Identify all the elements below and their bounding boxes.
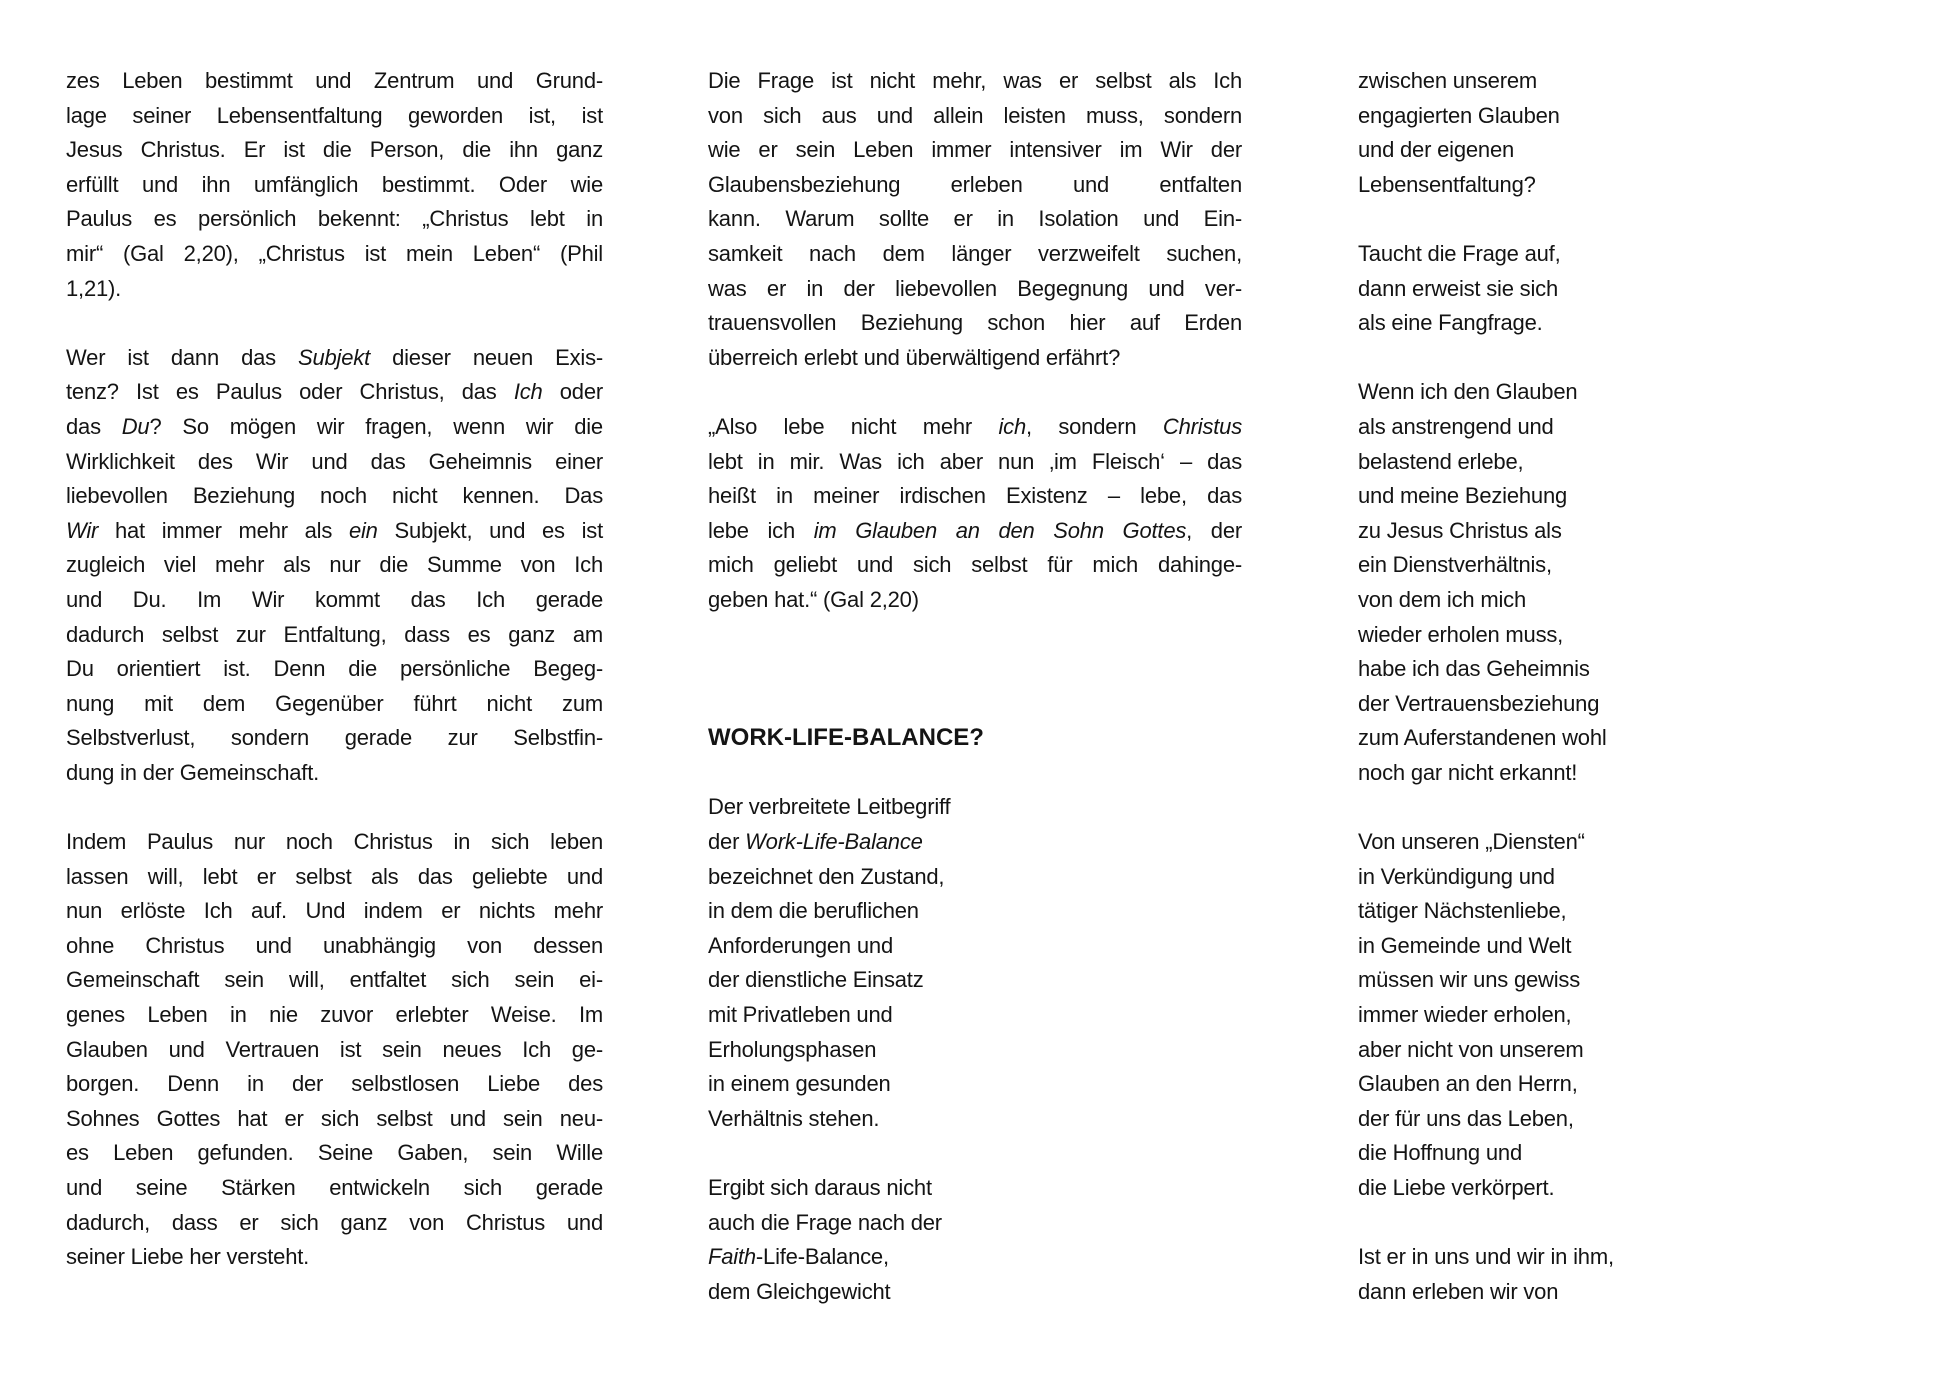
text-line: heißt in meiner irdischen Existenz – lebe, das [708,483,1242,509]
text-line: Sohnes Gottes hat er sich selbst und sein neu- [66,1105,603,1131]
text-line: von sich aus und allein leisten muss, sondern [708,102,1242,128]
text-line: zugleich viel mehr als nur die Summe von Ich [66,552,603,578]
text-segment: lebe ich [708,517,814,543]
emphasized-text: ich [998,413,1026,439]
emphasized-text: ein [348,517,378,543]
text-line: was er in der liebevollen Begegnung und ver- [708,275,1242,301]
text-column-1 [66,64,603,1275]
paragraph [1358,1240,1918,1309]
text-line: die Hoffnung und [1358,1140,1522,1166]
text-line: wie er sein Leben immer intensiver im Wir der [708,137,1242,163]
text-line: und meine Beziehung [1358,483,1568,509]
text-line: es Leben gefunden. Seine Gaben, sein Wille [66,1140,603,1166]
text-line: müssen wir uns gewiss [1358,967,1580,993]
text-line: erfüllt und ihn umfänglich bestimmt. Oder wie [66,171,603,197]
text-line [66,341,603,376]
text-line: zes Leben bestimmt und Zentrum und Grund- [66,68,603,93]
text-line: in einem gesunden [708,1071,891,1097]
emphasized-text: Work-Life-Balance [745,829,923,855]
text-line: lassen will, lebt er selbst als das geliebte und [66,863,603,889]
text-line: in Gemeinde und Welt [1358,932,1572,958]
emphasized-text: Du [121,413,150,439]
emphasized-text: Wir [66,517,99,543]
text-line: Glauben und Vertrauen ist sein neues Ich ge- [66,1036,603,1062]
text-line: tätiger Nächstenliebe, [1358,898,1567,924]
text-line: Glauben an den Herrn, [1358,1071,1578,1097]
text-line: Ergibt sich daraus nicht [708,1175,932,1201]
text-line: Wenn ich den Glauben [1358,379,1578,405]
text-line: Verhältnis stehen. [708,1105,880,1131]
text-line: Ist er in uns und wir in ihm, [1358,1244,1614,1270]
text-line: wieder erholen muss, [1358,621,1564,647]
text-line: aber nicht von unserem [1358,1036,1584,1062]
text-line: geben hat.“ (Gal 2,20) [708,586,919,612]
text-line: Wirklichkeit des Wir und das Geheimnis einer [66,448,603,474]
text-line: noch gar nicht erkannt! [1358,759,1578,785]
text-line: borgen. Denn in der selbstlosen Liebe des [66,1071,603,1097]
text-line: Glaubensbeziehung erleben und entfalten [708,171,1242,197]
text-line: mir“ (Gal 2,20), „Christus ist mein Leben“ (Phil [66,240,603,266]
text-line: ein Dienstverhältnis, [1358,552,1552,578]
text-segment: Wer ist dann das [66,344,299,370]
text-line: ohne Christus und unabhängig von dessen [66,932,603,958]
text-line: nung mit dem Gegenüber führt nicht zum [66,690,603,716]
text-line: Jesus Christus. Er ist die Person, die ihn ganz [66,137,603,163]
text-line: Gemeinschaft sein will, entfaltet sich sein ei- [66,967,603,993]
heading-line: WORK-LIFE-BALANCE? [708,724,984,752]
paragraph [1358,375,1918,790]
text-line: trauensvollen Beziehung schon hier auf Erden [708,310,1242,336]
text-line: von dem ich mich [1358,586,1526,612]
text-segment: dieser neuen Exis- [370,344,603,370]
text-line [66,410,603,445]
paragraph [708,64,1242,375]
text-segment: Subjekt, und es ist [377,517,603,543]
text-segment: ? So mögen wir fragen, wenn wir die [149,413,603,439]
text-line: belastend erlebe, [1358,448,1524,474]
text-segment: -Life-Balance, [755,1244,889,1270]
text-line: die Liebe verkörpert. [1358,1175,1555,1200]
paragraph [1358,64,1918,202]
text-line: als eine Fangfrage. [1358,310,1543,336]
text-line: auch die Frage nach der [708,1209,942,1235]
text-line: immer wieder erholen, [1358,1002,1572,1028]
text-line: Der verbreitete Leitbegriff [708,794,951,820]
text-line: Indem Paulus nur noch Christus in sich leben [66,829,603,855]
text-line: Selbstverlust, sondern gerade zur Selbstfin- [66,725,603,751]
text-line: Taucht die Frage auf, [1358,240,1561,266]
text-line: kann. Warum sollte er in Isolation und Ein- [708,206,1242,232]
paragraph [1358,825,1918,1206]
text-line: dung in der Gemeinschaft. [66,759,320,785]
section-heading [708,721,1242,756]
text-line: habe ich das Geheimnis [1358,656,1590,682]
text-line: in Verkündigung und [1358,863,1555,889]
text-line: dadurch, dass er sich ganz von Christus und [66,1209,603,1235]
text-line [708,514,1242,549]
text-line: Anforderungen und [708,932,893,958]
text-line: zum Auferstandenen wohl [1358,725,1607,751]
paragraph [66,64,603,306]
text-line: Erholungsphasen [708,1036,877,1062]
emphasized-text: im Glauben an den Sohn Gottes [813,517,1187,543]
text-line: seiner Liebe her versteht. [66,1244,310,1270]
emphasized-text: Christus [1162,413,1242,439]
text-segment: , sondern [1026,413,1163,439]
text-line: der für uns das Leben, [1358,1105,1574,1131]
text-line: mit Privatleben und [708,1002,893,1028]
text-line: 1,21). [66,275,122,301]
text-line: als anstrengend und [1358,413,1554,439]
text-line [708,1240,1242,1275]
text-line [708,410,1242,445]
text-line: überreich erlebt und überwältigend erfährt? [708,344,1121,370]
text-column-3 [1358,64,1918,1309]
text-line: in dem die beruflichen [708,898,919,924]
text-line: lebt in mir. Was ich aber nun ‚im Fleisch‘ – das [708,448,1242,474]
text-line: dem Gleichgewicht [708,1278,891,1304]
paragraph [708,410,1242,618]
text-line: Paulus es persönlich bekennt: „Christus lebt in [66,206,603,232]
text-line: dann erleben wir von [1358,1278,1559,1304]
text-line [66,514,603,549]
text-segment: tenz? Ist es Paulus oder Christus, das [66,379,514,405]
paragraph [1358,237,1918,341]
text-line: samkeit nach dem länger verzweifelt suchen, [708,240,1242,266]
text-line: zwischen unserem [1358,68,1537,93]
text-line: engagierten Glauben [1358,102,1560,128]
paragraph [708,790,1242,1136]
text-line: dann erweist sie sich [1358,275,1559,301]
text-segment: das [66,413,122,439]
text-line [66,375,603,410]
text-line: und Du. Im Wir kommt das Ich gerade [66,586,603,612]
text-line: lage seiner Lebensentfaltung geworden ist, ist [66,102,603,128]
paragraph [66,825,603,1275]
emphasized-text: Ich [513,379,543,405]
text-line: nun erlöste Ich auf. Und indem er nichts mehr [66,898,603,924]
text-line: liebevollen Beziehung noch nicht kennen. Das [66,483,603,509]
text-line: mich geliebt und sich selbst für mich dahinge- [708,552,1242,578]
text-line: dadurch selbst zur Entfaltung, dass es ganz am [66,621,603,647]
text-segment: der [708,829,746,855]
text-line: der Vertrauensbeziehung [1358,690,1600,716]
text-line: und der eigenen [1358,137,1515,163]
text-line: Du orientiert ist. Denn die persönliche Begeg- [66,656,603,682]
text-line: Von unseren „Diensten“ [1358,829,1585,855]
text-column-2 [708,64,1242,1309]
text-line: der dienstliche Einsatz [708,967,924,993]
text-line: Lebensentfaltung? [1358,171,1536,197]
text-segment: oder [542,379,603,405]
paragraph [66,341,603,791]
emphasized-text: Faith [708,1244,756,1270]
text-line: zu Jesus Christus als [1358,517,1562,543]
text-line: und seine Stärken entwickeln sich gerade [66,1175,603,1200]
text-line: genes Leben in nie zuvor erlebter Weise. Im [66,1002,603,1028]
text-segment: hat immer mehr als [98,517,349,543]
text-segment: , der [1186,517,1242,543]
emphasized-text: Subjekt [298,344,370,370]
text-line [708,825,1242,860]
text-segment: „Also lebe nicht mehr [708,413,999,439]
paragraph [708,1171,1242,1309]
text-line: Die Frage ist nicht mehr, was er selbst als Ich [708,68,1242,93]
text-line: bezeichnet den Zustand, [708,863,945,889]
